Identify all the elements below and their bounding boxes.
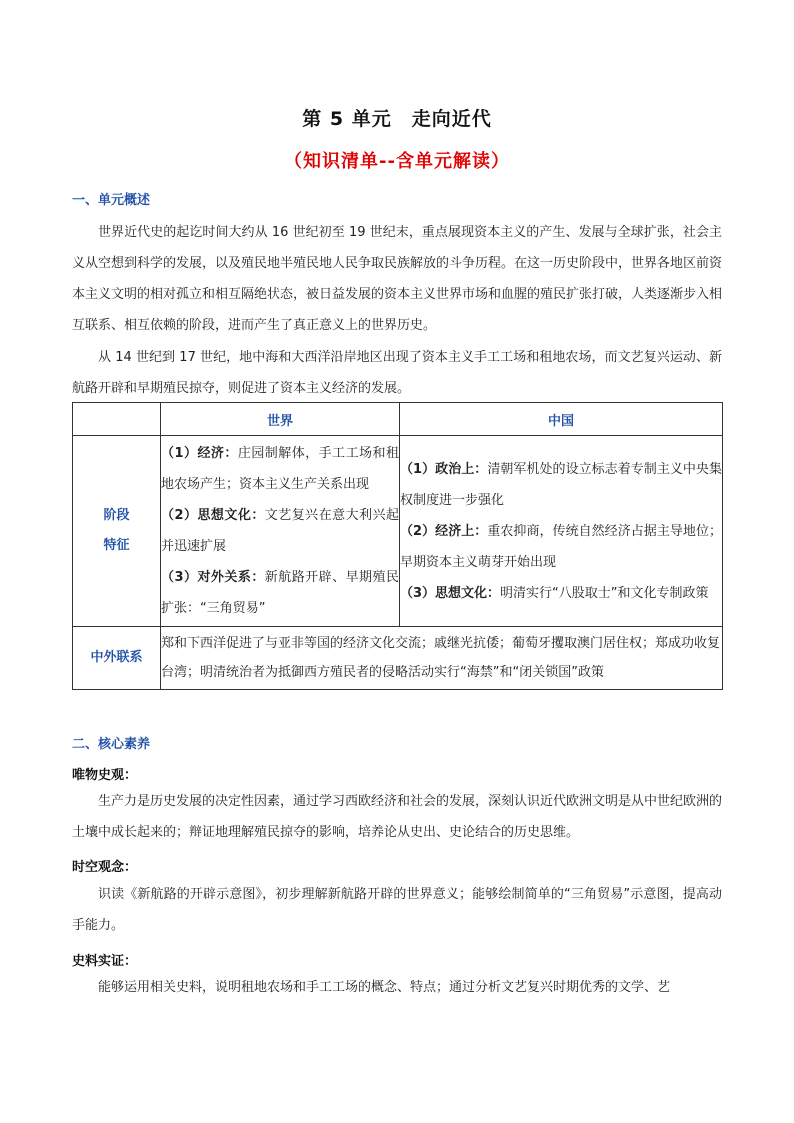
overview-paragraph-2: 从 14 世纪到 17 世纪，地中海和大西洋沿岸地区出现了资本主义手工工场和租地农场，而文艺复兴运动、新航路开辟和早期殖民掠夺，则促进了资本主义经济的发展。 [72,350,722,396]
subheading-historical-materialism: 唯物史观： [72,768,138,783]
overview-paragraph-1: 世界近代史的起讫时间大约从 16 世纪初至 19 世纪末，重点展现资本主义的产生、发展与全球扩张，社会主义从空想到科学的发展，以及殖民地半殖民地人民争取民族解放的斗争历程。在这一历史阶段中，世界各地区前资本主义文明的相对孤立和相互隔绝状态，被日益发展的资本主义世界市场和血腥的殖民扩张打破，人类逐渐步入相互联系、相互依赖的阶段，进而产生了真正意义上的世界历史。 [72,225,723,333]
china-item-culture: （3）思想文化：明清实行“八股取士”和文化专制政策 [400,585,709,601]
subheading-spacetime: 时空观念： [72,860,138,875]
world-item-foreign: （3）对外关系：新航路开辟、早期殖民扩张：“三角贸易” [161,570,399,616]
section-heading-core-literacy: 二、核心素养 [72,737,151,752]
column-header-world: 世界 [161,403,400,436]
china-features-cell [400,436,723,627]
china-item-politics: （1）政治上：清朝军机处的设立标志着专制主义中央集权制度进一步强化 [400,461,722,508]
table-row-stage-features [73,436,723,627]
subheading-evidence: 史料实证： [72,954,138,969]
row-header-line-2: 特征 [103,538,130,553]
row-header-foreign-relations: 中外联系 [73,627,161,690]
world-item-culture: （2）思想文化：文艺复兴在意大利兴起并迅速扩展 [161,508,399,554]
evidence-text: 能够运用相关史料，说明租地农场和手工工场的概念、特点；通过分析文艺复兴时期优秀的文学、艺 [98,980,671,995]
table-corner-cell [73,403,161,436]
table-row-foreign-relations [73,627,723,690]
china-item-economy: （2）经济上：重农抑商，传统自然经济占据主导地位；早期资本主义萌芽开始出现 [400,523,722,570]
foreign-relations-cell: 郑和下西洋促进了与亚非等国的经济文化交流；戚继光抗倭；葡萄牙攫取澳门居住权；郑成功收复台湾；明清统治者为抵御西方殖民者的侵略活动实行“海禁”和“闭关锁国”政策 [161,627,723,690]
table-header-row [73,403,723,436]
row-header-stage-features [73,436,161,627]
column-header-china: 中国 [400,403,723,436]
world-item-economy: （1）经济：庄园制解体，手工工场和租地农场产生；资本主义生产关系出现 [161,446,399,492]
world-features-cell [161,436,400,627]
historical-materialism-text: 生产力是历史发展的决定性因素，通过学习西欧经济和社会的发展，深刻认识近代欧洲文明是从中世纪欧洲的土壤中成长起来的；辩证地理解殖民掠夺的影响，培养论从史出、史论结合的历史思维。 [72,794,723,840]
row-header-line-1: 阶段 [103,508,130,523]
page-title: 第 5 单元 走向近代 [302,108,492,130]
section-heading-overview: 一、单元概述 [72,193,151,208]
page-subtitle: （知识清单--含单元解读） [284,151,510,172]
stage-features-table [72,402,723,690]
spacetime-text: 识读《新航路的开辟示意图》，初步理解新航路开辟的世界意义；能够绘制简单的“三角贸易”示意图，提高动手能力。 [72,887,722,933]
